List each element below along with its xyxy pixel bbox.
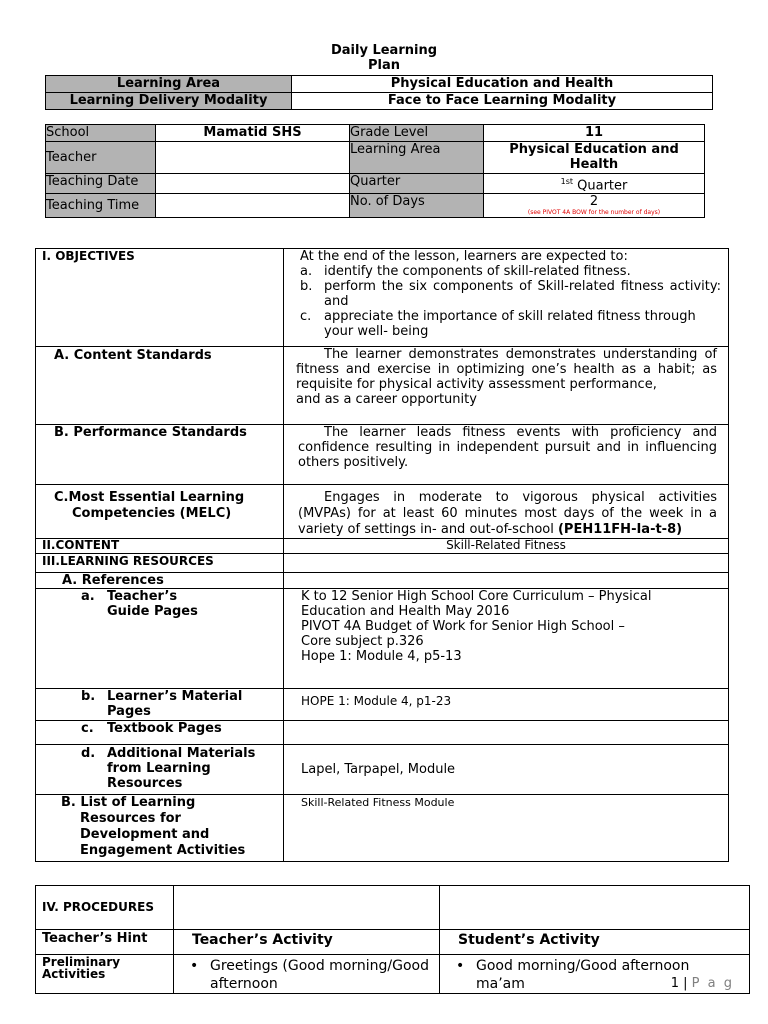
modality-value: Face to Face Learning Modality — [292, 93, 713, 110]
teachers-guide-label: a. Teacher’s Guide Pages — [36, 589, 284, 689]
content-standards-cell — [284, 347, 729, 425]
performance-standards-text: The learner leads fitness events with proficiency and confidence resulting in independent pursuit and in influencing others positively. — [298, 425, 717, 470]
modality-label: Learning Delivery Modality — [46, 93, 292, 110]
quarter-sup: 1st — [560, 177, 574, 186]
school-label: School — [46, 125, 156, 142]
area-label: Learning Area — [350, 142, 484, 174]
title-line-1: Daily Learning — [330, 43, 438, 58]
student-activity-item: • Good morning/Good afternoon ma’am — [456, 958, 690, 992]
page-footer — [671, 976, 734, 991]
page-number: 1 — [670, 976, 680, 991]
quarter-text: Quarter — [573, 178, 628, 194]
melc-text: Engages in moderate to vigorous physical activities (MVPAs) for at least 60 minutes most days of the week in a variety of settings in- and out-of-school (PEH11FH-Ia-t-8) — [298, 490, 717, 537]
days-cell — [484, 194, 705, 218]
page-title — [0, 43, 768, 73]
objective-item: a. identify the components of skill-related fitness. — [300, 264, 631, 279]
procedures-empty-2 — [440, 886, 750, 930]
learners-material-value: HOPE 1: Module 4, p1-23 — [284, 689, 729, 721]
grade-label: Grade Level — [350, 125, 484, 142]
resources-value — [284, 554, 729, 573]
info-table — [45, 124, 705, 218]
melc-label: C.Most Essential Learning Competencies (MELC) — [36, 485, 284, 539]
learning-area-table — [45, 75, 713, 110]
days-note: (see PIVOT 4A BOW for the number of days) — [527, 209, 661, 217]
content-label: II.CONTENT — [36, 539, 284, 554]
learners-material-label: b. Learner’s Material Pages — [36, 689, 284, 721]
title-line-2: Plan — [367, 58, 400, 73]
date-value — [156, 174, 350, 194]
content-standards-label: A. Content Standards — [36, 347, 284, 425]
procedures-table — [35, 885, 750, 994]
objectives-cell — [284, 249, 729, 347]
objectives-list — [300, 264, 721, 339]
days-label: No. of Days — [350, 194, 484, 218]
learning-area-label: Learning Area — [46, 76, 292, 93]
school-value: Mamatid SHS — [156, 125, 350, 142]
procedures-label: IV. PROCEDURES — [36, 886, 174, 930]
references-value — [284, 573, 729, 589]
textbook-label: c. Textbook Pages — [36, 721, 284, 745]
performance-standards-label: B. Performance Standards — [36, 425, 284, 485]
content-standards-text-2: and as a career opportunity — [296, 392, 477, 407]
teacher-value — [156, 142, 350, 174]
performance-standards-cell — [284, 425, 729, 485]
list-resources-label: B. List of Learning Resources for Development and Engagement Activities — [36, 795, 284, 862]
quarter-label: Quarter — [350, 174, 484, 194]
objective-item: b. perform the six components of Skill-related fitness activity: and — [300, 279, 721, 309]
teacher-activity-cell — [174, 955, 440, 994]
objectives-label: I. OBJECTIVES — [36, 249, 284, 347]
student-activity-label: Student’s Activity — [440, 930, 750, 955]
textbook-value — [284, 721, 729, 745]
additional-materials-label: d. Additional Materials from Learning Resources — [36, 745, 284, 795]
teacher-activity-label: Teacher’s Activity — [174, 930, 440, 955]
quarter-value — [484, 174, 705, 194]
melc-code: (PEH11FH-Ia-t-8) — [557, 522, 683, 537]
time-value — [156, 194, 350, 218]
page-text: P a g — [691, 976, 734, 991]
procedures-empty-1 — [174, 886, 440, 930]
teacher-activity-item: • Greetings (Good morning/Good afternoon — [190, 958, 430, 992]
grade-value: 11 — [484, 125, 705, 142]
melc-cell — [284, 485, 729, 539]
teacher-label: Teacher — [46, 142, 156, 174]
page-separator: | — [679, 976, 692, 991]
references-label: A. References — [36, 573, 284, 589]
area-value: Physical Education and Health — [484, 142, 705, 174]
resources-label: III.LEARNING RESOURCES — [36, 554, 284, 573]
objective-item: c. appreciate the importance of skill related fitness through your well- being — [300, 309, 696, 339]
lesson-plan-table — [35, 248, 729, 862]
hint-label: Teacher’s Hint — [36, 930, 174, 955]
list-resources-value: Skill-Related Fitness Module — [284, 795, 729, 862]
days-value: 2 — [589, 194, 599, 210]
teachers-guide-value: K to 12 Senior High School Core Curriculum – Physical Education and Health May 2016 PIVOT 4A Budget of Work for Senior High School – Core subject p.326 Hope 1: Module 4, p5-13 — [284, 589, 729, 689]
learning-area-value: Physical Education and Health — [292, 76, 713, 93]
date-label: Teaching Date — [46, 174, 156, 194]
objectives-intro: At the end of the lesson, learners are expected to: — [300, 249, 628, 264]
time-label: Teaching Time — [46, 194, 156, 218]
additional-materials-value: Lapel, Tarpapel, Module — [284, 745, 729, 795]
prelim-label: Preliminary Activities — [36, 955, 174, 994]
content-value: Skill-Related Fitness — [284, 539, 729, 554]
content-standards-text: The learner demonstrates demonstrates understanding of fitness and exercise in optimizing one’s health as a habit; as requisite for physical activity assessment performance, — [296, 347, 717, 392]
